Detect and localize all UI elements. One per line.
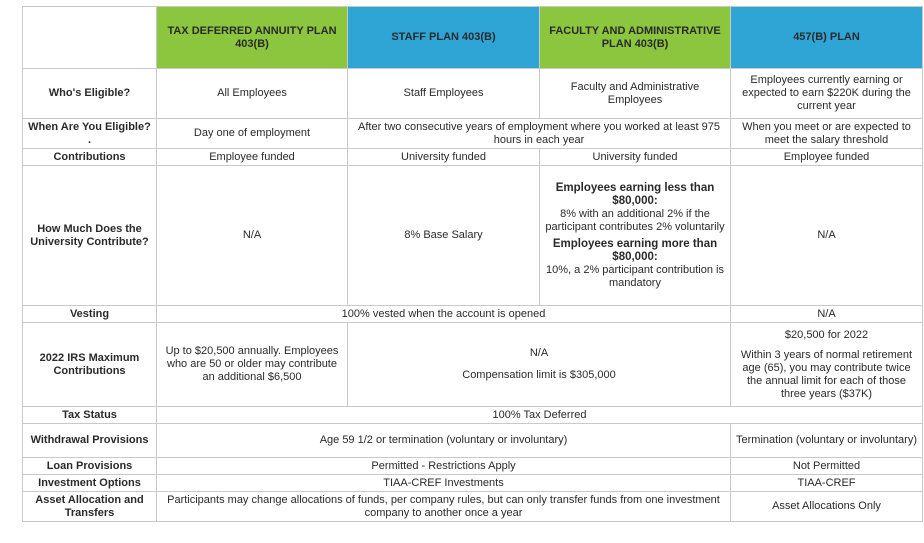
retirement-plans-comparison-table	[22, 6, 923, 522]
row-label-eligible: Who's Eligible?	[23, 69, 157, 119]
cell: 100% Tax Deferred	[157, 407, 923, 424]
cell: N/A	[157, 166, 348, 306]
row-label-university-contribute: How Much Does the University Contribute?	[23, 166, 157, 306]
row-label-vesting: Vesting	[23, 306, 157, 323]
row-label-investment: Investment Options	[23, 475, 157, 492]
cell: Employee funded	[157, 149, 348, 166]
tier-heading-over-80k: Employees earning more than $80,000:	[552, 237, 718, 263]
row-label-text: When Are You Eligible?	[28, 120, 151, 133]
table-row	[23, 323, 923, 407]
cell: Permitted - Restrictions Apply	[157, 458, 731, 475]
cell: 8% Base Salary	[348, 166, 540, 306]
cell	[540, 166, 731, 306]
cell: Not Permitted	[731, 458, 923, 475]
cell	[731, 323, 923, 407]
table-row	[23, 492, 923, 522]
cell: Day one of employment	[157, 119, 348, 149]
table-row	[23, 475, 923, 492]
header-tax-deferred-annuity: TAX DEFERRED ANNUITY PLAN 403(B)	[157, 7, 348, 69]
table-row	[23, 458, 923, 475]
cell: Asset Allocations Only	[731, 492, 923, 522]
header-row	[23, 7, 923, 69]
irs-na: N/A	[529, 347, 549, 359]
tier-heading-under-80k: Employees earning less than $80,000:	[555, 181, 715, 207]
header-staff-plan: STAFF PLAN 403(B)	[348, 7, 540, 69]
tier-text-under-80k: 8% with an additional 2% if the participant contributes 2% voluntarily	[545, 207, 725, 233]
cell: N/A	[731, 166, 923, 306]
cell: Staff Employees	[348, 69, 540, 119]
row-label-allocation: Asset Allocation and Transfers	[23, 492, 157, 522]
header-faculty-admin-plan: FACULTY AND ADMINISTRATIVE PLAN 403(B)	[540, 7, 731, 69]
row-label-tax-status: Tax Status	[23, 407, 157, 424]
row-label-withdrawal: Withdrawal Provisions	[23, 424, 157, 458]
row-label-loan: Loan Provisions	[23, 458, 157, 475]
table-row	[23, 424, 923, 458]
cell: After two consecutive years of employment where you worked at least 975 hours in each year	[348, 119, 731, 149]
cell: Termination (voluntary or involuntary)	[731, 424, 923, 458]
cell: TIAA-CREF	[731, 475, 923, 492]
table-row	[23, 306, 923, 323]
table-row	[23, 69, 923, 119]
cell: Employee funded	[731, 149, 923, 166]
irs-limit-2022: $20,500 for 2022	[784, 328, 869, 341]
cell: University funded	[348, 149, 540, 166]
cell: University funded	[540, 149, 731, 166]
cell: Faculty and Administrative Employees	[540, 69, 731, 119]
corner-cell	[23, 7, 157, 69]
table-row	[23, 407, 923, 424]
catch-up-note: Within 3 years of normal retirement age (65), you may contribute twice the annual limit for each of those three years ($37K)	[740, 348, 913, 400]
cell: Participants may change allocations of funds, per company rules, but can only transfer funds from one investment company to another once a year	[157, 492, 731, 522]
row-label-when-eligible	[23, 119, 157, 149]
cell: N/A	[731, 306, 923, 323]
header-457b-plan: 457(B) PLAN	[731, 7, 923, 69]
table-row	[23, 149, 923, 166]
cell	[348, 323, 731, 407]
table-row	[23, 119, 923, 149]
stray-dot: .	[87, 133, 92, 146]
cell: Employees currently earning or expected to earn $220K during the current year	[731, 69, 923, 119]
table-row	[23, 166, 923, 306]
row-label-contributions: Contributions	[23, 149, 157, 166]
cell: 100% vested when the account is opened	[157, 306, 731, 323]
cell: TIAA-CREF Investments	[157, 475, 731, 492]
cell: Age 59 1/2 or termination (voluntary or involuntary)	[157, 424, 731, 458]
cell: All Employees	[157, 69, 348, 119]
compensation-limit: Compensation limit is $305,000	[462, 369, 616, 381]
cell: When you meet or are expected to meet the salary threshold	[731, 119, 923, 149]
cell: Up to $20,500 annually. Employees who are 50 or older may contribute an additional $6,500	[157, 323, 348, 407]
tier-text-over-80k: 10%, a 2% participant contribution is mandatory	[546, 263, 724, 289]
row-label-irs-max: 2022 IRS Maximum Contributions	[23, 323, 157, 407]
